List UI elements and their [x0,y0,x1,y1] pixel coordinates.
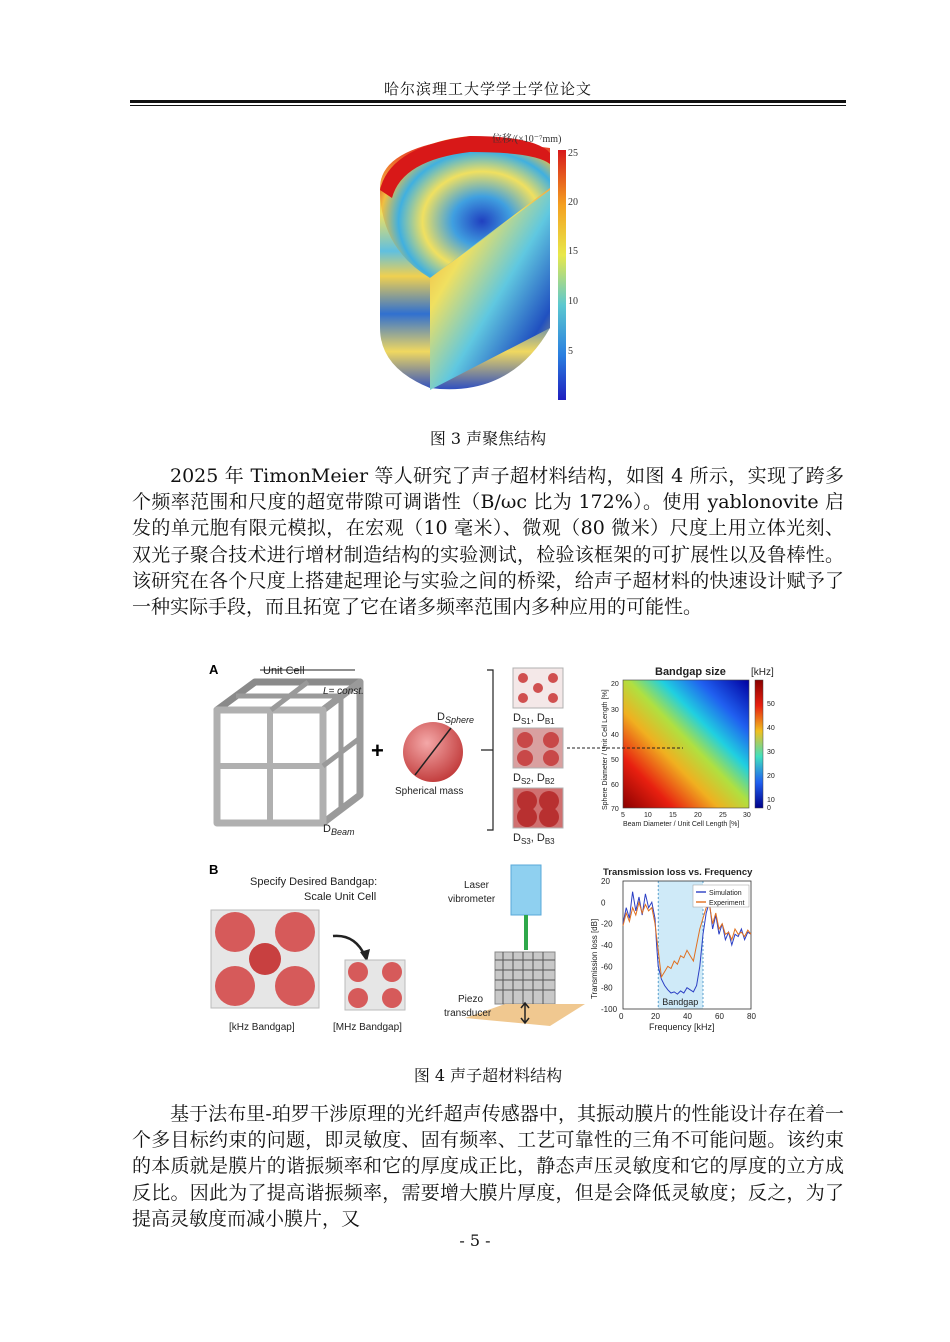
piezo-label: Piezo [458,994,484,1005]
heatmap-xtick: 15 [669,812,677,819]
variant-label-3: $D_{S3}$, $D_{B3}$ [513,832,555,846]
header-rule-thick [130,100,846,103]
chart-xlabel: Frequency [kHz] [649,1022,715,1032]
spherical-mass-label: Spherical mass [395,786,464,797]
chart-title: Transmission loss vs. Frequency [603,867,753,878]
figure-3-caption: 图 3 声聚焦结构 [429,429,547,448]
heatmap-colorbar [755,680,763,808]
mhz-bandgap-label: [MHz Bandgap] [333,1022,402,1033]
khz-bandgap-label: [kHz Bandgap] [229,1022,295,1033]
legend-entry: Simulation [709,890,742,897]
heatmap-ylabel: Sphere Diameter / Unit Cell Length [%] [602,689,609,810]
heatmap-unit: [kHz] [751,667,774,678]
panel-b-label: B [209,862,219,877]
heatmap-ctick: 30 [767,749,775,756]
vibrometer-label: vibrometer [448,894,496,905]
heatmap-ytick: 50 [611,757,619,764]
bandgap-annotation: Bandgap [662,997,699,1007]
heatmap-title: Bandgap size [655,666,726,678]
body-paragraph-1: 2025 年 TimonMeier 等人研究了声子超材料结构，如图 4 所示，实现了跨多个频率范围和尺度的超宽带隙可调谐性（B/ωc 比为 172%）。使用 yablonovite 启发的单元胞有限元模拟，在宏观（10 毫米）、微观（80 微米）尺度上用立体光刻、双光子聚合技术进行增材制造结构的实验测试，检验该框架的可扩展性以及鲁棒性。该研究在各个尺度上搭建起理论与实验之间的桥梁，给声子超材料的快速设计赋予了一种实际手段，而且拓宽了它在诸多频率范围内多种应用的可能性。 [132,465,844,619]
colorbar-tick: 20 [568,197,578,208]
figure-3 [370,128,590,408]
colorbar-tick: 10 [568,296,578,307]
page-number: - 5 - [459,1231,491,1250]
d-sphere-label: $D_{Sphere}$ [437,711,474,725]
colorbar [558,150,566,400]
variant-cube-3 [513,788,563,828]
x-tick-label: 20 [651,1012,660,1021]
specify-bandgap-label: Specify Desired Bandgap: [250,876,378,888]
heatmap-ctick: 10 [767,797,775,804]
heatmap-xtick: 5 [621,812,625,819]
heatmap-ytick: 30 [611,707,619,714]
heatmap-ytick: 60 [611,782,619,789]
heatmap-ctick: 50 [767,701,775,708]
mhz-cube [345,960,405,1010]
heatmap-ytick: 40 [611,732,619,739]
laser-label: Laser [464,880,490,891]
heatmap-xtick: 25 [719,812,727,819]
transmission-loss-chart [590,867,756,1032]
heatmap-ctick: 0 [767,805,771,812]
lattice-cube [217,682,360,823]
heatmap-xtick: 10 [644,812,652,819]
y-tick-label: -60 [601,962,613,972]
heatmap-xlabel: Beam Diameter / Unit Cell Length [%] [623,821,740,828]
body-paragraph-2: 基于法布里-珀罗干涉原理的光纤超声传感器中，其振动膜片的性能设计存在着一个多目标约束的问题，即灵敏度、固有频率、工艺可靠性的三角不可能问题。该约束的本质就是膜片的谐振频率和它的厚度成正比，静态声压灵敏度和它的厚度的立方成反比。因此为了提高谐振频率，需要增大膜片厚度，但是会降低灵敏度；反之，为了提高灵敏度而减小膜片，又 [132,1103,844,1230]
running-header: 哈尔滨理工大学学士学位论文 [383,80,592,98]
y-tick-label: -80 [601,983,613,993]
scale-arrow [333,936,365,956]
figure-4 [205,660,785,1045]
colorbar-tick: 5 [568,346,573,357]
y-tick-label: -20 [601,919,613,929]
colorbar-tick: 15 [568,246,578,257]
scale-unit-cell-label: Scale Unit Cell [304,891,377,903]
header-rule-thin [130,105,846,106]
l-const-label: L= const. [323,686,364,697]
heatmap-xtick: 20 [694,812,702,819]
laser-vibrometer [511,865,541,915]
figure-4-caption: 图 4 声子超材料结构 [413,1066,563,1085]
x-tick-label: 60 [715,1012,724,1021]
heatmap-ctick: 40 [767,725,775,732]
heatmap-xtick: 30 [743,812,751,819]
colorbar-tick: 25 [568,148,578,159]
x-tick-label: 0 [619,1012,624,1021]
y-tick-label: 20 [601,877,610,886]
heatmap-ytick: 70 [611,806,619,813]
unit-cell-label: Unit Cell [263,665,305,677]
variants-bracket [481,670,493,830]
plus-sign: + [371,738,384,763]
khz-cube [211,910,319,1008]
x-tick-label: 40 [683,1012,692,1021]
heatmap-ytick: 20 [611,681,619,688]
y-tick-label: 0 [601,898,606,908]
d-beam-label: $D_{Beam}$ [323,823,355,837]
colorbar-title: 位移/(×10⁻⁷mm) [492,134,562,145]
variant-cube-2 [513,728,563,768]
heatmap [623,680,749,808]
variant-label-2: $D_{S2}$, $D_{B2}$ [513,772,555,786]
sample-lattice [495,952,555,1004]
x-tick-label: 80 [747,1012,756,1021]
panel-a-label: A [209,662,219,677]
chart-ylabel: Transmission loss [dB] [590,918,599,999]
legend-entry: Experiment [709,900,745,907]
variant-cube-1 [513,668,563,708]
variant-label-1: $D_{S1}$, $D_{B1}$ [513,712,555,726]
y-tick-label: -100 [601,1005,618,1014]
transducer-label: transducer [444,1008,492,1019]
heatmap-ctick: 20 [767,773,775,780]
y-tick-label: -40 [601,941,613,950]
